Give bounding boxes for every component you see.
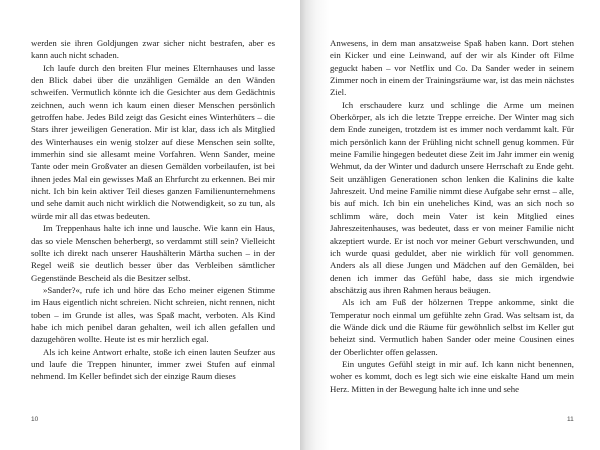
paragraph: werden sie ihren Goldjungen zwar sicher nicht bestrafen, aber es kann auch nicht schaden.	[31, 38, 275, 61]
left-page-text	[31, 37, 275, 383]
paragraph: Als ich keine Antwort erhalte, stoße ich einen lauten Seufzer aus und laufe die Treppen hinunter, immer zwei Stufen auf einmal nehmend. Im Keller befindet sich der einzige Raum dieses	[31, 346, 275, 382]
paragraph: Ein ungutes Gefühl steigt in mir auf. Ich kann nicht benennen, woher es kommt, doch es legt sich wie eine eiskalte Hand um mein Herz. Mitten in der Bewegung halte ich inne und sehe	[330, 358, 574, 394]
paragraph: Ich erschaudere kurz und schlinge die Arme um meinen Oberkörper, als ich die letzte Treppe erreiche. Der Winter mag sich dem Ende zuneigen, trotzdem ist es immer noch verdammt kalt. Für mich persönlich kann der Frühling nicht schnell genug kommen. Für meine Familie hingegen bedeutet diese Zeit im Jahr immer ein wenig Wehmut, da der Winter und dadurch unsere Herrschaft zu Ende geht. Seit unzähligen Generationen schon lenken die Kalinins die kalte Jahreszeit. Und meine Familie nimmt diese Aufgabe sehr ernst – alle, bis auf mich. Ich bin ein uneheliches Kind, was an sich noch so schlimm wäre, doch mein Vater ist kein Mitglied eines Jahreszeitenhauses, was bedeutet, dass er von meiner Familie nicht akzeptiert wurde. Er ist noch vor meiner Geburt verschwunden, und ich wurde quasi geduldet, aber nie wirklich für voll genommen. Anders als all diese Jungen und Mädchen auf den Gemälden, bei denen ich immer das Gefühl habe, dass sie mich irgendwie abschätzig aus ihren Rahmen heraus beäugen.	[330, 99, 574, 295]
paragraph: »Sander?«, rufe ich und höre das Echo meiner eigenen Stimme im Haus eigentlich nicht schreien. Nicht schreien, nicht rennen, nicht toben – im Grunde ist alles, was Spaß macht, verboten. Als Kind habe ich mich penibel daran gehalten, weil ich allen gefallen und dazugehören wollte. Heute ist es mir herzlich egal.	[31, 284, 275, 345]
page-number-right: 11	[567, 416, 574, 423]
paragraph: Als ich am Fuß der hölzernen Treppe ankomme, sinkt die Temperatur noch einmal um gefühlte zehn Grad. Was seltsam ist, da die Wände dick und die Räume für gewöhnlich selbst im Keller gut beheizt sind. Vermutlich haben Sander oder meine Cousinen eines der Oberlichter offen gelassen.	[330, 297, 574, 357]
paragraph: Im Treppenhaus halte ich inne und lausche. Wie kann ein Haus, das so viele Menschen beherbergt, so verdammt still sein? Vielleicht sollte ich direkt nach unserer Haushälterin Märtha suchen – in der Regel weiß sie deutlich besser über das Verbleiben sämtlicher Gegenstände Bescheid als die Besitzer selbst.	[31, 223, 275, 283]
page-number-left: 10	[31, 416, 39, 423]
paragraph: Ich laufe durch den breiten Flur meines Elternhauses und lasse den Blick dabei über die unzähligen Gemälde an den Wänden schweifen. Vermutlich könnte ich die Gesichter aus dem Gedächtnis zeichnen, auch wenn ich kaum einen dieser Menschen persönlich getroffen habe. Jedes Bild zeigt das Gesicht eines Winterhüters – die Stars ihrer jeweiligen Generation. Mir ist klar, dass ich als Mitglied des Winterhauses ein wenig stolzer auf diese Menschen sein sollte, immerhin sind sie allesamt meine Vorfahren. Wenn Sander, meine Tante oder mein Großvater an diesen Gemälden vorbeilaufen, ist bei ihnen jedes Mal ein gewisses Maß an Ehrfurcht zu erkennen. Bei mir nicht. Ich bin kein aktiver Teil dieses ganzen Familienunternehmens und sehe damit auch nicht wirklich die Notwendigkeit, so zu tun, als würde mir all das etwas bedeuten.	[31, 62, 275, 221]
paragraph: Anwesens, in dem man ansatzweise Spaß haben kann. Dort stehen ein Kicker und eine Leinwand, auf der wir als Kinder oft Filme geguckt haben – vor Netflix und Co. Da Sander weder in seinem Zimmer noch in einem der Trainingsräume war, ist das mein nächstes Ziel.	[330, 38, 574, 98]
right-page-text	[330, 37, 574, 395]
right-page	[300, 0, 600, 450]
